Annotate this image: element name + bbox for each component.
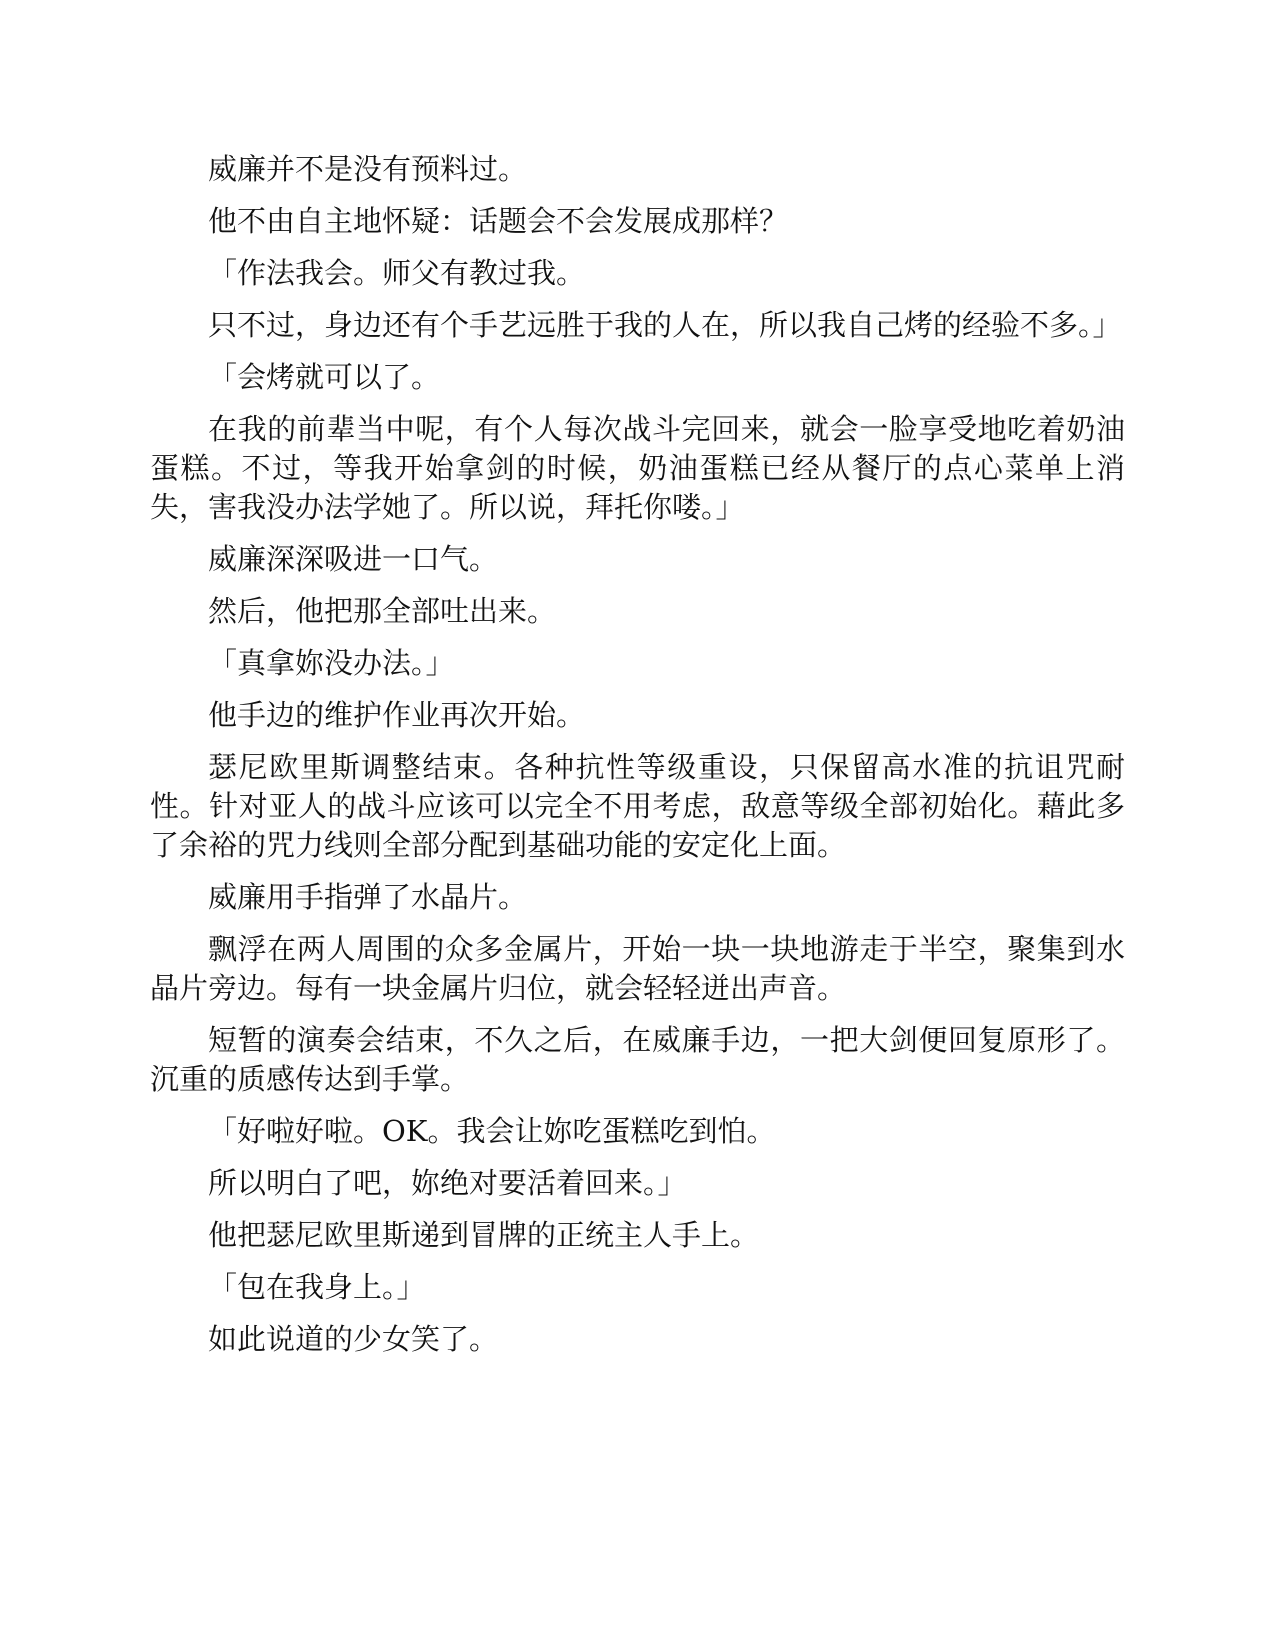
- paragraph: 他手边的维护作业再次开始。: [208, 698, 586, 732]
- paragraph: 「会烤就可以了。: [208, 360, 441, 394]
- paragraph: 他不由自主地怀疑：话题会不会发展成那样？: [208, 204, 789, 238]
- paragraph: 飘浮在两人周围的众多金属片，开始一块一块地游走于半空，聚集到水晶片旁边。每有一块金属片归位，就会轻轻迸出声音。: [150, 932, 1125, 1005]
- paragraph: 「作法我会。师父有教过我。: [208, 256, 586, 290]
- paragraph: 瑟尼欧里斯调整结束。各种抗性等级重设，只保留高水准的抗诅咒耐性。针对亚人的战斗应该可以完全不用考虑，敌意等级全部初始化。藉此多了余裕的咒力线则全部分配到基础功能的安定化上面。: [150, 750, 1125, 862]
- paragraph: 他把瑟尼欧里斯递到冒牌的正统主人手上。: [208, 1218, 760, 1252]
- paragraph: 威廉深深吸进一口气。: [208, 542, 499, 576]
- paragraph: 然后，他把那全部吐出来。: [208, 594, 557, 628]
- paragraph: 「真拿妳没办法。」: [208, 646, 455, 680]
- paragraph: 威廉用手指弹了水晶片。: [208, 880, 528, 914]
- paragraph: 只不过，身边还有个手艺远胜于我的人在，所以我自己烤的经验不多。」: [208, 308, 1122, 342]
- paragraph: 威廉并不是没有预料过。: [208, 152, 528, 186]
- paragraph: 短暂的演奏会结束，不久之后，在威廉手边，一把大剑便回复原形了。沉重的质感传达到手掌。: [150, 1023, 1125, 1096]
- paragraph: 「好啦好啦。OK。我会让妳吃蛋糕吃到怕。: [208, 1114, 776, 1148]
- paragraph: 「包在我身上。」: [208, 1270, 426, 1304]
- paragraph: 如此说道的少女笑了。: [208, 1322, 499, 1356]
- document-page: [150, 150, 1125, 1372]
- paragraph: 在我的前辈当中呢，有个人每次战斗完回来，就会一脸享受地吃着奶油蛋糕。不过，等我开始拿剑的时候，奶油蛋糕已经从餐厅的点心菜单上消失，害我没办法学她了。所以说，拜托你喽。」: [150, 412, 1125, 524]
- paragraph: 所以明白了吧，妳绝对要活着回来。」: [208, 1166, 687, 1200]
